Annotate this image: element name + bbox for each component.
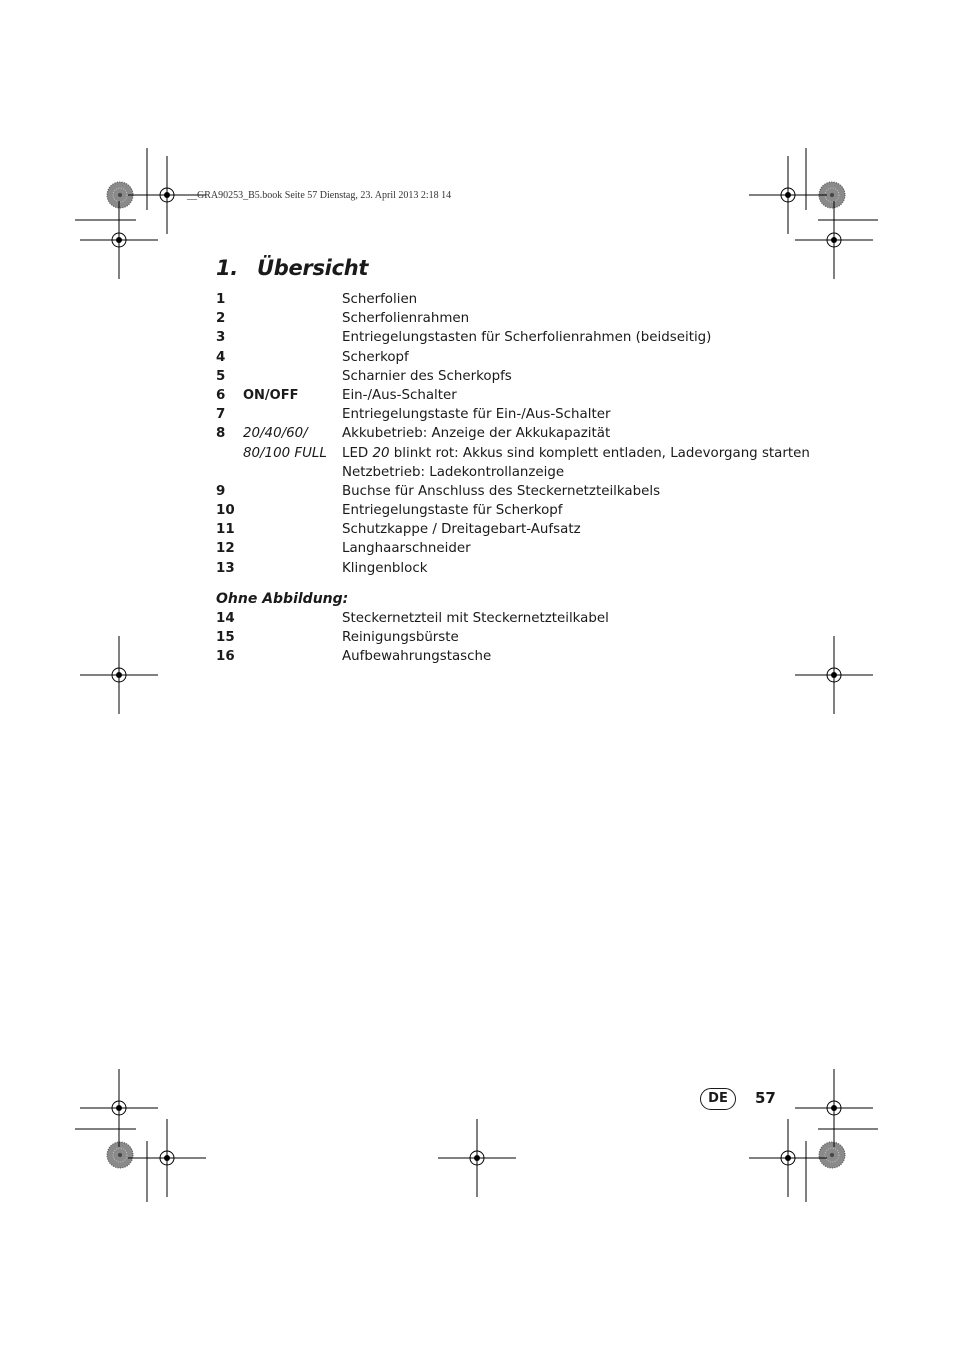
list-item (216, 628, 796, 647)
item-number: 9 (216, 483, 226, 499)
parts-list (216, 290, 810, 578)
item-number: 6 (216, 387, 226, 403)
list-item (216, 539, 796, 558)
list-item (216, 328, 796, 347)
list-item (216, 520, 796, 539)
list-item (216, 367, 796, 386)
list-item (216, 424, 796, 443)
item-description: Aufbewahrungstasche (342, 649, 492, 665)
list-item (216, 290, 796, 309)
language-badge: DE (700, 1088, 736, 1110)
without-figure-list (216, 609, 796, 667)
list-item (216, 405, 796, 424)
item-label: 20/40/60/ (243, 426, 308, 442)
list-item (216, 463, 796, 482)
item-number: 3 (216, 330, 226, 346)
led-reference: 20 (372, 445, 390, 461)
item-description: Scharnier des Scherkopfs (342, 368, 512, 384)
item-description: Scherfolienrahmen (342, 311, 470, 327)
list-item (216, 609, 796, 628)
item-number: 15 (216, 630, 235, 646)
item-number: 14 (216, 611, 235, 626)
item-number: 11 (216, 522, 235, 538)
section-number: 1. (216, 256, 238, 280)
item-description: Steckernetzteil mit Steckernetzteilkabel (342, 611, 609, 626)
list-item (216, 444, 810, 463)
section-title-text: Übersicht (257, 256, 369, 280)
item-description: Netzbetrieb: Ladekontrollanzeige (342, 464, 565, 480)
item-description: Akkubetrieb: Anzeige der Akkukapazität (342, 426, 611, 442)
list-item (216, 348, 796, 367)
item-description: Scherfolien (342, 292, 418, 307)
page-number: 57 (755, 1089, 776, 1107)
item-label: 80/100 FULL (243, 445, 327, 461)
item-number: 2 (216, 311, 226, 327)
item-label: ON/OFF (243, 387, 299, 403)
item-description: Schutzkappe / Dreitagebart-Aufsatz (342, 522, 581, 538)
item-description: Buchse für Anschluss des Steckernetzteilkabels (342, 483, 661, 499)
item-number: 10 (216, 503, 235, 519)
item-description: Klingenblock (342, 560, 428, 576)
list-item (216, 482, 796, 501)
item-number: 16 (216, 649, 235, 665)
item-number: 1 (216, 292, 226, 307)
without-figure-heading: Ohne Abbildung: (216, 591, 349, 607)
item-description: Langhaarschneider (342, 541, 471, 557)
list-item (216, 386, 796, 405)
item-number: 5 (216, 368, 226, 384)
item-description (342, 444, 810, 463)
item-description: Entriegelungstaste für Scherkopf (342, 503, 563, 519)
item-number: 13 (216, 560, 235, 576)
item-description-post: blinkt rot: Akkus sind komplett entladen, Ladevorgang starten (389, 445, 810, 461)
item-description: Entriegelungstaste für Ein-/Aus-Schalter (342, 407, 611, 423)
print-file-info: __GRA90253_B5.book Seite 57 Dienstag, 23. April 2013 2:18 14 (187, 190, 452, 201)
section-title (216, 256, 368, 280)
item-number: 8 (216, 426, 226, 442)
list-item (216, 647, 796, 666)
list-item (216, 501, 796, 520)
item-description: Entriegelungstasten für Scherfolienrahmen (beidseitig) (342, 330, 712, 346)
item-description: Reinigungsbürste (342, 630, 459, 646)
item-description-pre: LED (342, 445, 373, 461)
item-description: Ein-/Aus-Schalter (342, 387, 457, 403)
list-item (216, 309, 796, 328)
item-number: 4 (216, 349, 226, 365)
item-number: 7 (216, 407, 226, 423)
item-number: 12 (216, 541, 235, 557)
item-description: Scherkopf (342, 349, 409, 365)
list-item (216, 559, 796, 578)
